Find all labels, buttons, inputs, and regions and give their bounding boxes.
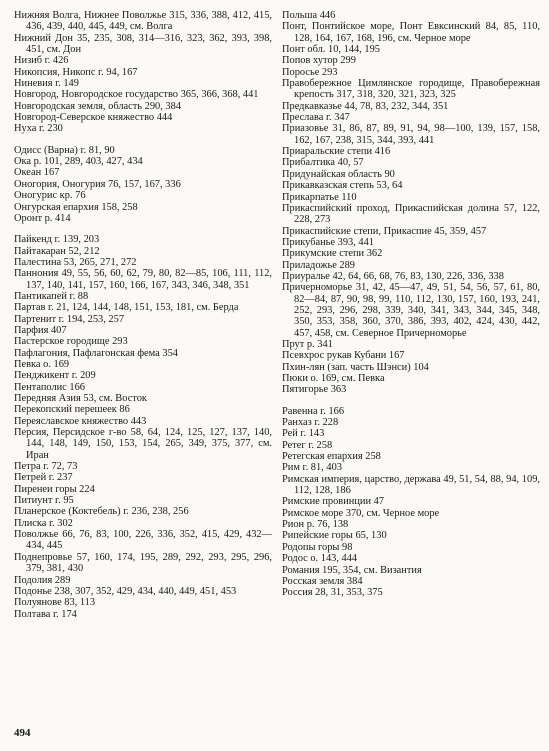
index-entry: Пантикапей г. 88	[14, 290, 89, 302]
index-entry: Пентаполис 166	[14, 381, 85, 393]
index-entry: Подонье 238, 307, 352, 429, 434, 440, 449, 451, 453	[14, 585, 237, 597]
index-entry: Псевхрос рукав Кубани 167	[282, 350, 405, 362]
index-entry: Низиб г. 426	[14, 55, 69, 67]
index-entry: Пафлагония, Пафлагонская фема 354	[14, 347, 178, 359]
index-entry: Петра г. 72, 73	[14, 461, 78, 473]
index-entry: Родос о. 143, 444	[282, 553, 358, 565]
index-entry: Пхин-лян (зап. часть Шэнси) 104	[282, 361, 429, 373]
index-entry: Парфия 407	[14, 324, 67, 336]
index-entry: Персия, Персидское г-во 58, 64, 124, 125, 127, 137, 140, 144, 148, 149, 150, 153, 154, 265, 349, 375, 377, см. Иран	[14, 427, 272, 461]
index-entry: Полуянове 83, 113	[14, 597, 96, 609]
index-entry: Новгород-Северское княжество 444	[14, 112, 173, 124]
index-entry: Палестина 53, 265, 271, 272	[14, 256, 137, 268]
index-entry: Ретег г. 258	[282, 439, 333, 451]
index-entry: Новгород, Новгородское государство 365, 366, 368, 441	[14, 89, 259, 101]
index-entry: Прикаспийский проход, Прикаспийская долина 57, 122, 228, 273	[282, 202, 540, 226]
index-entry: Пенджикент г. 209	[14, 370, 96, 382]
index-entry: Росская земля 384	[282, 575, 363, 587]
index-entry: Приладожье 289	[282, 259, 355, 271]
index-entry: Прикавказская степь 53, 64	[282, 180, 403, 192]
index-entry: Равенна г. 166	[282, 405, 345, 417]
index-entry: Питиунт г. 95	[14, 495, 74, 507]
index-entry: Придунайская область 90	[282, 168, 395, 180]
index-entry: Попов хутор 299	[282, 55, 356, 67]
index-entry: Нижняя Волга, Нижнее Поволжье 315, 336, 388, 412, 415, 436, 439, 440, 445, 449, см. Волга	[14, 10, 272, 33]
index-entry: Прут р. 341	[282, 338, 333, 350]
index-entry: Пайтакаран 52, 212	[14, 245, 100, 257]
index-entry: Причерноморье 31, 42, 45—47, 49, 51, 54, 56, 57, 61, 80, 82—84, 87, 90, 98, 99, 110, 112, 130, 157, 160, 193, 241, 252, 293, 296, 298, 339, 340, 341, 343, 344, 345, 348, 350, 353, 358, 360, 370, 386, 393, 402, 424, 430, 442, 457, 458, см. Северное Причерноморье	[282, 282, 540, 339]
index-entry: Пятигорье 363	[282, 384, 347, 396]
index-entry: Прикаспийские степи, Прикаспие 45, 359, 457	[282, 225, 487, 237]
index-entry: Преслава г. 347	[282, 112, 350, 124]
index-entry: Рион р. 76, 138	[282, 519, 349, 531]
index-entry: Пиренеи горы 224	[14, 483, 95, 495]
index-entry: Поднепровье 57, 160, 174, 195, 289, 292, 293, 295, 296, 379, 381, 430	[14, 551, 272, 575]
index-column-right	[282, 10, 540, 599]
index-entry: Приазовье 31, 86, 87, 89, 91, 94, 98—100, 139, 157, 158, 162, 167, 238, 315, 344, 393, 441	[282, 123, 540, 146]
index-entry: Ниневия г. 149	[14, 78, 79, 90]
index-entry: Партенит г. 194, 253, 257	[14, 313, 125, 325]
index-column-left	[14, 10, 272, 620]
index-entry: Родопы горы 98	[282, 541, 353, 553]
index-entry: Нижний Дон 35, 235, 308, 314—316, 323, 362, 393, 398, 451, см. Дон	[14, 32, 272, 56]
index-entry: Певка о. 169	[14, 358, 70, 370]
index-entry: Прикарпатье 110	[282, 191, 357, 203]
page-number: 494	[14, 727, 31, 739]
index-entry: Переяславское княжество 443	[14, 415, 147, 427]
index-entry: Рим г. 81, 403	[282, 462, 342, 474]
index-entry: Планерское (Коктебель) г. 236, 238, 256	[14, 506, 189, 518]
index-entry: Понт обл. 10, 144, 195	[282, 44, 380, 56]
index-entry: Приаральские степи 416	[282, 146, 391, 158]
index-entry: Оронт р. 414	[14, 212, 71, 224]
index-entry: Нуха г. 230	[14, 123, 63, 135]
index-entry: Пюки о. 169, см. Певка	[282, 373, 385, 384]
index-entry: Подолия 289	[14, 574, 71, 586]
index-entry: Одисс (Варна) г. 81, 90	[14, 144, 115, 156]
index-entry: Пайкенд г. 139, 203	[14, 234, 100, 246]
index-entry: Правобережное Цимлянское городище, Правобережная крепость 317, 318, 320, 321, 323, 325	[282, 78, 540, 101]
index-entry: Римская империя, царство, держава 49, 51, 54, 88, 94, 109, 112, 128, 186	[282, 473, 540, 497]
index-entry: Понт, Понтийское море, Понт Евксинский 84, 85, 110, 128, 164, 167, 168, 196, см. Черное море	[282, 21, 540, 44]
index-entry: Рипейские горы 65, 130	[282, 530, 387, 542]
index-entry: Полтава г. 174	[14, 608, 77, 620]
index-entry: Ретегская епархия 258	[282, 451, 381, 463]
index-entry: Пастерское городище 293	[14, 336, 128, 348]
index-entry: Поволжье 66, 76, 83, 100, 226, 336, 352, 415, 429, 432—434, 445	[14, 529, 272, 552]
index-entry: Прикубанье 393, 441	[282, 236, 374, 248]
index-entry: Паннония 49, 55, 56, 60, 62, 79, 80, 82—85, 106, 111, 112, 137, 140, 141, 157, 160, 166, 167, 343, 346, 348, 351	[14, 268, 272, 291]
index-entry: Поросье 293	[282, 66, 338, 78]
index-entry: Ока р. 101, 289, 403, 427, 434	[14, 156, 143, 168]
index-entry: Оногория, Оногурия 76, 157, 167, 336	[14, 178, 181, 190]
index-entry: Передняя Азия 53, см. Восток	[14, 393, 147, 404]
index-entry: Польша 446	[282, 10, 336, 21]
index-entry: Океан 167	[14, 167, 60, 179]
index-entry: Предкавказье 44, 78, 83, 232, 344, 351	[282, 100, 449, 112]
index-entry: Петрей г. 237	[14, 472, 73, 484]
index-entry: Онгурская епархия 158, 258	[14, 201, 138, 213]
index-entry: Прикумские степи 362	[282, 248, 383, 260]
index-entry: Новгородская земля, область 290, 384	[14, 100, 182, 112]
index-entry: Прибалтика 40, 57	[282, 157, 364, 169]
index-entry: Приуралье 42, 64, 66, 68, 76, 83, 130, 226, 336, 338	[282, 270, 504, 282]
index-entry: Партав г. 21, 124, 144, 148, 151, 153, 181, см. Берда	[14, 302, 239, 314]
index-entry: Ранхаз г. 228	[282, 417, 339, 429]
index-entry: Россия 28, 31, 353, 375	[282, 587, 383, 599]
index-entry: Романия 195, 354, см. Византия	[282, 564, 422, 576]
index-entry: Римское море 370, см. Черное море	[282, 507, 440, 519]
index-entry: Перекопский перешеек 86	[14, 404, 130, 416]
index-entry: Оногурис кр. 76	[14, 190, 86, 202]
index-entry: Плиска г. 302	[14, 517, 73, 529]
index-entry: Никопсия, Никопс г. 94, 167	[14, 66, 138, 78]
index-entry: Рей г. 143	[282, 428, 325, 440]
index-entry: Римские провинции 47	[282, 496, 384, 508]
